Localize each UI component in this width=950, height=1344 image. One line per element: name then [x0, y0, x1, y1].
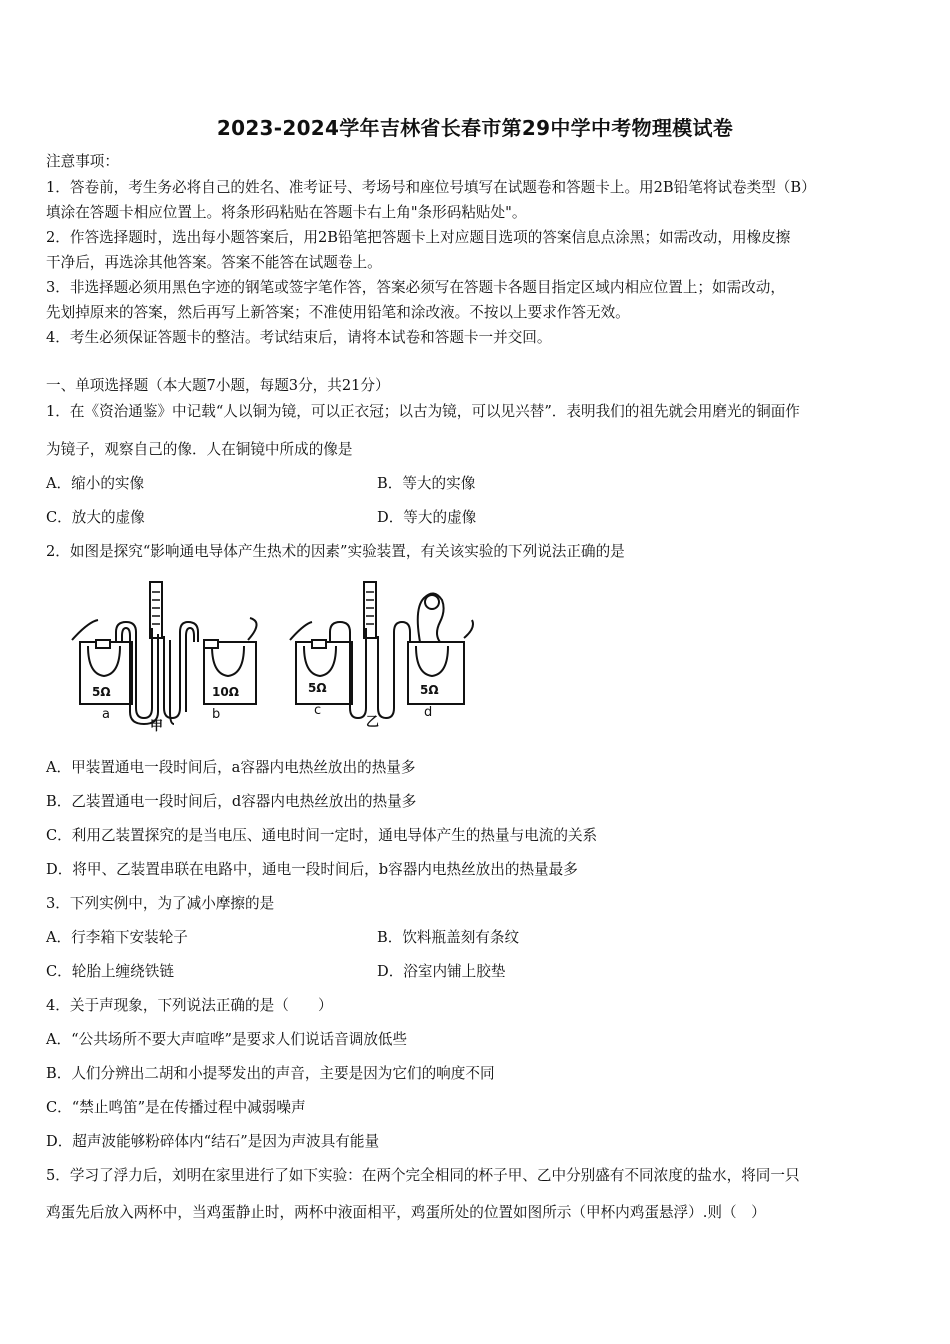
q3-option-c: C．轮胎上缠绕铁链 [46, 963, 174, 980]
q2-option-b: B．乙装置通电一段时间后，d容器内电热丝放出的热量多 [46, 793, 417, 810]
q2-stem: 2．如图是探究“影响通电导体产生热术的因素”实验装置，有关该实验的下列说法正确的是 [46, 543, 625, 560]
notice-item-3-line-2: 先划掉原来的答案，然后再写上新答案；不准使用铅笔和涂改液。不按以上要求作答无效。 [46, 304, 630, 321]
exam-title: 2023-2024学年吉林省长春市第29中学中考物理模试卷 [216, 116, 734, 140]
q1-option-a: A．缩小的实像 [46, 475, 145, 492]
q5-stem-line-2: 鸡蛋先后放入两杯中，当鸡蛋静止时，两杯中液面相平，鸡蛋所处的位置如图所示（甲杯内鸡蛋悬浮）.则（ ） [46, 1204, 766, 1221]
fig-resistor-c-label: 5Ω [308, 681, 327, 695]
q3-option-a: A．行李箱下安装轮子 [46, 929, 188, 946]
fig-container-d-label: d [424, 705, 433, 720]
q1-stem-line-2: 为镜子，观察自己的像．人在铜镜中所成的像是 [46, 441, 353, 458]
q3-option-b: B．饮料瓶盖刻有条纹 [377, 929, 520, 946]
q4-stem: 4．关于声现象，下列说法正确的是（ ） [46, 997, 333, 1014]
q1-option-d: D．等大的虚像 [377, 509, 477, 526]
q2-option-d: D．将甲、乙装置串联在电路中，通电一段时间后，b容器内电热丝放出的热量最多 [46, 861, 578, 878]
fig-resistor-d-label: 5Ω [420, 683, 439, 697]
notice-item-4: 4．考生必须保证答题卡的整洁。考试结束后，请将本试卷和答题卡一并交回。 [46, 329, 552, 346]
q4-option-b: B．人们分辨出二胡和小提琴发出的声音，主要是因为它们的响度不同 [46, 1065, 495, 1082]
q1-option-b: B．等大的实像 [377, 475, 476, 492]
fig-container-a-label: a [102, 707, 110, 722]
notice-item-1-line-1: 1．答卷前，考生务必将自己的姓名、准考证号、考场号和座位号填写在试题卷和答题卡上。用2B铅笔将试卷类型（B） [46, 179, 816, 196]
fig-apparatus-yi-label: 乙 [366, 715, 380, 730]
notice-item-1-line-2: 填涂在答题卡相应位置上。将条形码粘贴在答题卡右上角"条形码粘贴处"。 [46, 204, 527, 221]
section-heading: 一、单项选择题（本大题7小题，每题3分，共21分） [46, 377, 390, 394]
notice-heading: 注意事项： [46, 153, 119, 170]
q3-option-d: D．浴室内铺上胶垫 [377, 963, 506, 980]
q1-stem-line-1: 1．在《资治通鉴》中记载“人以铜为镜，可以正衣冠；以古为镜，可以见兴替”．表明我们的祖先就会用磨光的铜面作 [46, 403, 800, 420]
joule-heating-apparatus-figure [68, 578, 478, 740]
notice-item-2-line-1: 2．作答选择题时，选出每小题答案后，用2B铅笔把答题卡上对应题目选项的答案信息点涂黑；如需改动，用橡皮擦 [46, 229, 791, 246]
q4-option-d: D．超声波能够粉碎体内“结石”是因为声波具有能量 [46, 1133, 380, 1150]
notice-item-3-line-1: 3．非选择题必须用黑色字迹的钢笔或签字笔作答，答案必须写在答题卡各题目指定区域内相应位置上；如需改动， [46, 279, 785, 296]
q4-option-c: C．“禁止鸣笛”是在传播过程中减弱噪声 [46, 1099, 306, 1116]
q3-stem: 3．下列实例中，为了减小摩擦的是 [46, 895, 275, 912]
q1-option-c: C．放大的虚像 [46, 509, 145, 526]
q5-stem-line-1: 5．学习了浮力后，刘明在家里进行了如下实验：在两个完全相同的杯子甲、乙中分别盛有不同浓度的盐水，将同一只 [46, 1167, 800, 1184]
fig-apparatus-jia-label: 甲 [150, 719, 164, 734]
q2-option-a: A．甲装置通电一段时间后，a容器内电热丝放出的热量多 [46, 759, 416, 776]
fig-resistor-b-label: 10Ω [212, 685, 239, 699]
notice-item-2-line-2: 干净后，再选涂其他答案。答案不能答在试题卷上。 [46, 254, 382, 271]
q4-option-a: A．“公共场所不要大声喧哗”是要求人们说话音调放低些 [46, 1031, 408, 1048]
fig-container-c-label: c [314, 703, 322, 718]
fig-container-b-label: b [212, 707, 221, 722]
fig-resistor-a-label: 5Ω [92, 685, 111, 699]
q2-option-c: C．利用乙装置探究的是当电压、通电时间一定时，通电导体产生的热量与电流的关系 [46, 827, 598, 844]
